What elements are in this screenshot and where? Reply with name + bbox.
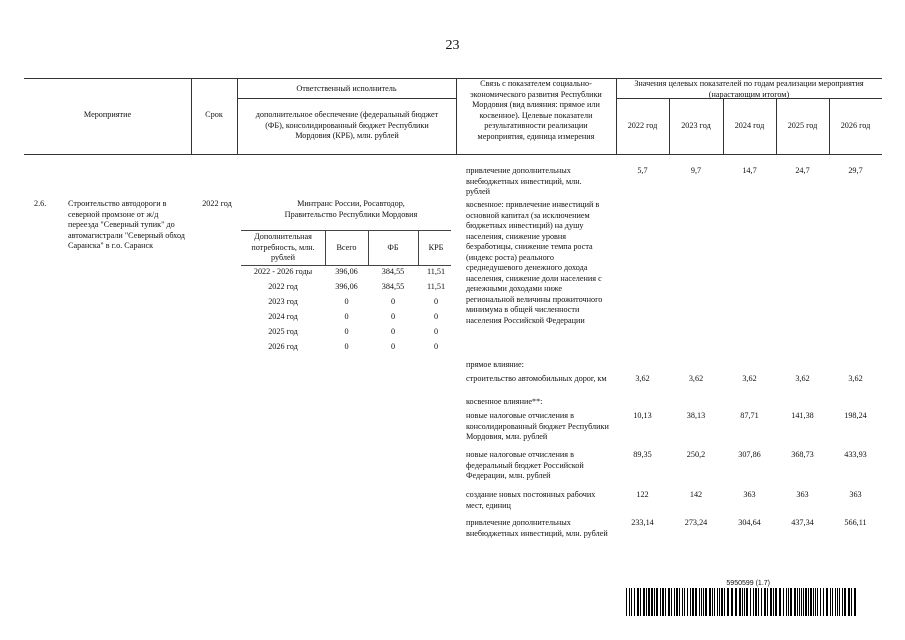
funding-table-top — [241, 230, 451, 231]
funding-value: 0 — [344, 312, 349, 321]
header-values: Значения целевых показателей по годам реализации мероприятия (нарастающим итогом) — [634, 79, 864, 99]
barcode-image — [626, 588, 858, 616]
indicator-value: 363 — [796, 490, 809, 499]
indicator-value: 141,38 — [791, 411, 814, 420]
indicator-value: 363 — [743, 490, 756, 499]
funding-period: 2023 год — [268, 297, 298, 306]
indicator-value: 566,11 — [844, 518, 867, 527]
indicator-value: 363 — [849, 490, 862, 499]
indicator-value: 198,24 — [844, 411, 867, 420]
header-funding: дополнительное обеспечение (федеральный бюджет (ФБ), консолидированный бюджет Республики Мордовия (КРБ), млн. рублей — [255, 110, 439, 140]
indicator-value: 3,62 — [795, 374, 810, 383]
header-activity: Мероприятие — [83, 110, 132, 119]
indirect-influence-heading: косвенное влияние**: — [466, 397, 543, 406]
funding-header-need: Дополнительная потребность, млн. рублей — [251, 232, 315, 262]
indicator-value: 5,7 — [637, 166, 648, 175]
col-divider — [456, 78, 457, 154]
indicator-label: новые налоговые отчисления в федеральный бюджет Российской Федерации, млн. рублей — [466, 450, 584, 480]
funding-value: 0 — [390, 327, 396, 336]
funding-value: 0 — [433, 297, 439, 306]
indicator-value: 87,71 — [740, 411, 759, 420]
funding-header-krb: КРБ — [428, 243, 444, 252]
col-divider — [616, 78, 617, 154]
indicator-value: 433,93 — [844, 450, 867, 459]
funding-period: 2026 год — [268, 342, 298, 351]
funding-value: 384,55 — [381, 282, 405, 291]
indicator-value: 29,7 — [848, 166, 863, 175]
indicator-value: 368,73 — [791, 450, 814, 459]
funding-value: 0 — [390, 342, 396, 351]
page-number: 23 — [445, 38, 460, 53]
responsible-sub-border — [237, 98, 456, 99]
indicator-value: 307,86 — [738, 450, 761, 459]
funding-value: 11,51 — [426, 267, 446, 276]
funding-value: 0 — [390, 312, 396, 321]
activity-term: 2022 год — [202, 199, 232, 208]
year-header-2024: 2024 год — [734, 121, 765, 130]
header-link: Связь с показателем социально-экономического развития Республики Мордовия (вид влияния: прямое или косвенное). Целевые показатели результативности реализации мероприятия, единица измерения — [470, 79, 602, 141]
funding-value: 0 — [390, 297, 396, 306]
funding-value: 396,06 — [335, 267, 358, 276]
indirect-influence-text: косвенное: привлечение инвестиций в основной капитал (за исключением бюджетных инвестиций) на душу населения, снижение уровня безработицы, снижение темпа роста (индекс роста) реального среднедушевого денежного дохода населения, снижение доли населения с денежными доходами ниже региональной величины прожиточного минимума в общей численности населения Российской Федерации — [466, 200, 603, 325]
funding-header-total: Всего — [336, 243, 357, 252]
funding-period: 2024 год — [268, 312, 298, 321]
header-responsible: Ответственный исполнитель — [296, 84, 397, 93]
funding-value: 0 — [344, 297, 349, 306]
year-header-2022: 2022 год — [627, 121, 658, 130]
indicator-value: 250,2 — [686, 450, 706, 459]
indicator-label: привлечение дополнительных внебюджетных инвестиций, млн. рублей — [466, 166, 582, 196]
responsible-executor: Минтранс России, Росавтодор, Правительство Республики Мордовия — [284, 199, 418, 219]
indicator-value: 437,34 — [791, 518, 814, 527]
indicator-value: 273,24 — [684, 518, 708, 527]
indicator-label: привлечение дополнительных внебюджетных инвестиций, млн. рублей — [466, 518, 608, 538]
indicator-value: 10,13 — [633, 411, 652, 420]
funding-value: 384,55 — [381, 267, 405, 276]
direct-influence-heading: прямое влияние: — [466, 360, 524, 369]
row-number: 2.6. — [34, 199, 47, 208]
year-header-2023: 2023 год — [681, 121, 711, 130]
header-term: Срок — [205, 110, 223, 119]
activity-name: Строительство автодороги в северной промзоне от ж/д переезда "Северный тупик" до автомагистрали "Северный обход Саранска" в г.о. Саранск — [68, 199, 185, 250]
indicator-value: 24,7 — [795, 166, 810, 175]
indicator-label: строительство автомобильных дорог, км — [466, 374, 607, 383]
barcode-number: 5950599 (1.7) — [726, 580, 770, 587]
funding-value: 0 — [344, 327, 349, 336]
indicator-value: 304,64 — [738, 518, 761, 527]
funding-value: 0 — [344, 342, 349, 351]
indicator-value: 122 — [636, 490, 649, 499]
indicator-value: 233,14 — [631, 518, 654, 527]
funding-period: 2022 - 2026 годы — [253, 267, 313, 276]
funding-value: 0 — [433, 327, 439, 336]
funding-header-fb: ФБ — [387, 243, 399, 252]
indicator-value: 3,62 — [688, 374, 704, 383]
funding-value: 11,51 — [426, 282, 446, 291]
indicator-value: 9,7 — [690, 166, 702, 175]
indicator-label: новые налоговые отчисления в консолидированный бюджет Республики Мордовия, млн. рублей — [466, 411, 609, 441]
funding-value: 0 — [433, 342, 439, 351]
funding-period: 2025 год — [268, 327, 298, 336]
indicator-value: 3,62 — [635, 374, 650, 383]
indicator-value: 142 — [689, 490, 703, 499]
indicator-value: 89,35 — [633, 450, 652, 459]
indicator-value: 3,62 — [848, 374, 863, 383]
indicator-value: 38,13 — [686, 411, 706, 420]
year-header-2025: 2025 год — [787, 121, 818, 130]
header-bottom-border — [24, 154, 882, 155]
indicator-value: 14,7 — [742, 166, 757, 175]
indicator-value: 3,62 — [742, 374, 757, 383]
funding-value: 0 — [433, 312, 439, 321]
funding-period: 2022 год — [268, 282, 298, 291]
indicator-label: создание новых постоянных рабочих мест, единиц — [466, 490, 596, 510]
funding-table-header-bottom — [241, 265, 451, 266]
funding-value: 396,06 — [335, 282, 358, 291]
year-header-2026: 2026 год — [840, 121, 871, 130]
